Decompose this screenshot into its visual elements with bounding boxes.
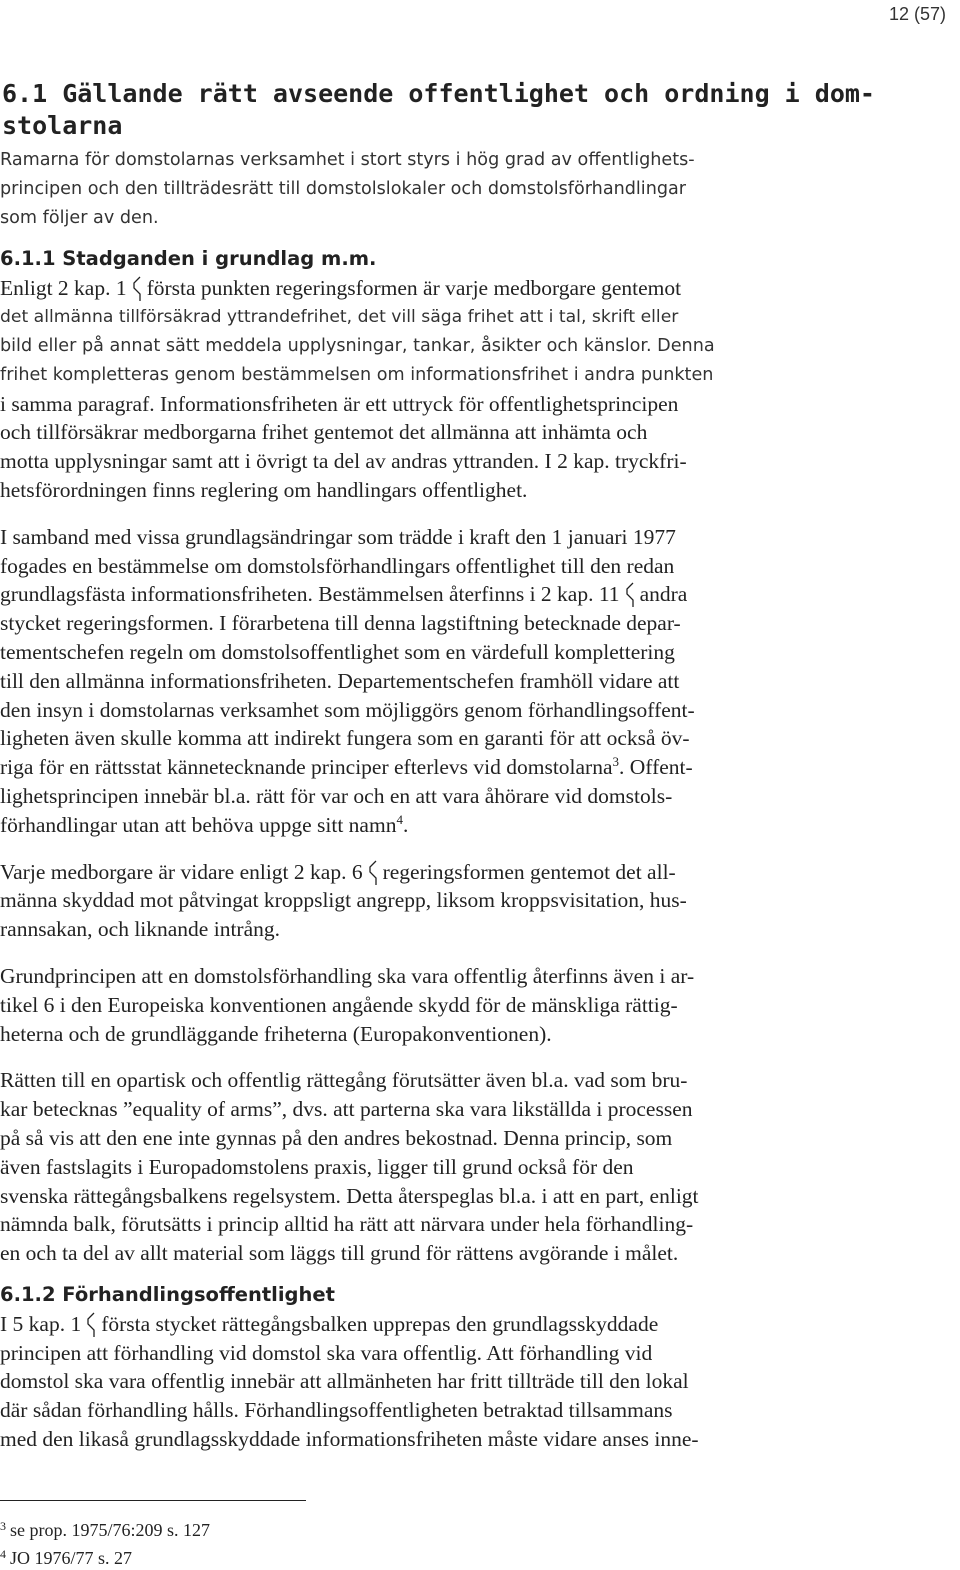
text-line: hetsförordningen finns reglering om handlingars offentlighet. (0, 477, 528, 502)
text-line: en och ta del av allt material som läggs till grund för rättens avgörande i målet. (0, 1241, 679, 1266)
text-line: svenska rättegångsbalkens regelsystem. Detta återspeglas bl.a. i att en part, enligt (0, 1183, 699, 1208)
text-span: regeringsformen gentemot det all- (382, 859, 676, 884)
paragraph-domstolsoffentlighet (0, 523, 818, 840)
footnote-divider (0, 1500, 306, 1501)
text-line: Rätten till en opartisk och offentlig rättegång förutsätter även bl.a. vad som bru- (0, 1068, 688, 1093)
footnotes (0, 1514, 210, 1570)
text-span: . (402, 812, 409, 837)
text-line: den insyn i domstolarnas verksamhet som möjliggörs genom förhandlingsoffent- (0, 697, 695, 722)
section-sign-icon (366, 860, 380, 886)
footnote-ref-3[interactable]: 3 (612, 754, 620, 770)
page-number: 12 (57) (888, 4, 946, 24)
section-heading (2, 78, 875, 142)
section-heading-line-2: stolarna (2, 111, 123, 140)
text-line (0, 274, 818, 303)
text-span: Varje medborgare är vidare enligt 2 kap. 6 (0, 859, 363, 884)
text-line: till den allmänna informationsfriheten. Departementschefen framhöll vidare att (0, 668, 680, 693)
text-line: nämnda balk, förutsätts i princip alltid ha rätt att närvara under hela förhandling- (0, 1212, 694, 1237)
text-line: bild eller på annat sätt meddela upplysningar, tankar, åsikter och känslor. Denna (0, 335, 715, 356)
text-line: lighetsprincipen innebär bl.a. rätt för var och en att vara åhörare vid domstols- (0, 783, 673, 808)
text-line: i samma paragraf. Informationsfriheten är ett uttryck för offentlighetsprincipen (0, 391, 679, 416)
text-line: fogades en bestämmelse om domstolsförhandlingars offentlighet till den redan (0, 553, 675, 578)
text-line: heterna och de grundläggande friheterna (Europakonventionen). (0, 1021, 552, 1046)
text-line: domstol ska vara offentlig innebär att allmänheten har fritt tillträde till den lokal (0, 1369, 689, 1394)
intro-line-3: som följer av den. (0, 207, 159, 228)
text-line: där sådan förhandling hålls. Förhandlingsoffentligheten betraktad tillsammans (0, 1398, 673, 1423)
text-span: grundlagsfästa informationsfriheten. Bestämmelsen återfinns i 2 kap. 11 (0, 582, 620, 607)
footnote-ref-4[interactable]: 4 (396, 811, 403, 827)
intro-line-2: principen och den tillträdesrätt till domstolslokaler och domstolsförhandlingar (0, 178, 687, 199)
text-span: . Offent- (619, 755, 693, 780)
text-line: principen att förhandling vid domstol ska vara offentlig. Att förhandling vid (0, 1340, 653, 1365)
section-sign-icon (623, 582, 637, 608)
paragraph-equality-of-arms (0, 1066, 818, 1268)
text-line (0, 753, 818, 782)
paragraph-kroppsligt-angrepp (0, 858, 818, 944)
text-span: förhandlingar utan att behöva uppge sitt namn (0, 812, 397, 837)
text-span: riga för en rättsstat kännetecknande principer efterlevs vid domstolarna (0, 755, 613, 780)
text-line: på så vis att den ene inte gynnas på den andres bekostnad. Denna princip, som (0, 1125, 673, 1150)
text-line: tementschefen regeln om domstolsoffentlighet som en värdefull komplettering (0, 639, 675, 664)
footnote-text: JO 1976/77 s. 27 (10, 1548, 133, 1568)
footnote-3 (0, 1514, 210, 1542)
section-sign-icon (84, 1312, 98, 1338)
text-line (0, 1310, 818, 1339)
text-span: Enligt 2 kap. (0, 276, 111, 301)
text-span: första stycket rättegångsbalken upprepas den grundlagsskyddade (101, 1311, 659, 1336)
text-line (0, 811, 818, 840)
subsection-heading-6-1-1: 6.1.1 Stadganden i grundlag m.m. (0, 247, 377, 271)
paragraph-yttrandefrihet (0, 274, 818, 504)
text-line: det allmänna tillförsäkrad yttrandefrihet, det vill säga frihet att i tal, skrift eller (0, 307, 679, 328)
footnote-number: 4 (0, 1547, 6, 1561)
text-line (0, 858, 818, 887)
text-span: 1 (115, 276, 127, 301)
text-line: frihet kompletteras genom bestämmelsen om informationsfrihet i andra punkten (0, 364, 714, 385)
text-line: ligheten även skulle komma att indirekt fungera som en garanti för att också öv- (0, 726, 690, 751)
text-span: I 5 kap. 1 (0, 1311, 82, 1336)
text-line: Grundprincipen att en domstolsförhandling ska vara offentlig återfinns även i ar- (0, 963, 695, 988)
text-line: tikel 6 i den Europeiska konventionen angående skydd för de mänskliga rättig- (0, 992, 678, 1017)
text-line: och tillförsäkrar medborgarna frihet gentemot det allmänna att inhämta och (0, 420, 648, 445)
footnote-text: se prop. 1975/76:209 s. 127 (10, 1520, 210, 1540)
paragraph-forhandlingsoffentlighet (0, 1310, 818, 1454)
section-heading-line-1: 6.1 Gällande rätt avseende offentlighet och ordning i dom- (2, 79, 875, 108)
intro-paragraph (0, 146, 818, 232)
text-line: männa skyddad mot påtvingat kroppsligt angrepp, liksom kroppsvisitation, hus- (0, 888, 687, 913)
intro-line-1: Ramarna för domstolarnas verksamhet i stort styrs i hög grad av offentlighets- (0, 150, 695, 170)
section-sign-icon (130, 276, 144, 302)
text-line: med den likaså grundlagsskyddade informationsfriheten måste vidare anses inne- (0, 1427, 699, 1452)
text-line (0, 580, 818, 609)
text-line: rannsakan, och liknande intrång. (0, 917, 281, 942)
text-line: motta upplysningar samt att i övrigt ta del av andras yttranden. I 2 kap. tryckfri- (0, 449, 687, 474)
paragraph-europakonventionen (0, 962, 818, 1048)
text-line: I samband med vissa grundlagsändringar som trädde i kraft den 1 januari 1977 (0, 524, 676, 549)
document-body (0, 78, 875, 1454)
text-span: första punkten regeringsformen är varje medborgare gentemot (146, 276, 682, 301)
footnote-number: 3 (0, 1519, 6, 1533)
text-line: stycket regeringsformen. I förarbetena till denna lagstiftning betecknade depar- (0, 611, 681, 636)
text-span: andra (639, 582, 688, 607)
text-line: kar betecknas ”equality of arms”, dvs. att parterna ska vara likställda i processen (0, 1097, 693, 1122)
footnote-4 (0, 1542, 210, 1570)
subsection-heading-6-1-2: 6.1.2 Förhandlingsoffentlighet (0, 1282, 335, 1306)
text-line: även fastslagits i Europadomstolens praxis, ligger till grund också för den (0, 1154, 634, 1179)
